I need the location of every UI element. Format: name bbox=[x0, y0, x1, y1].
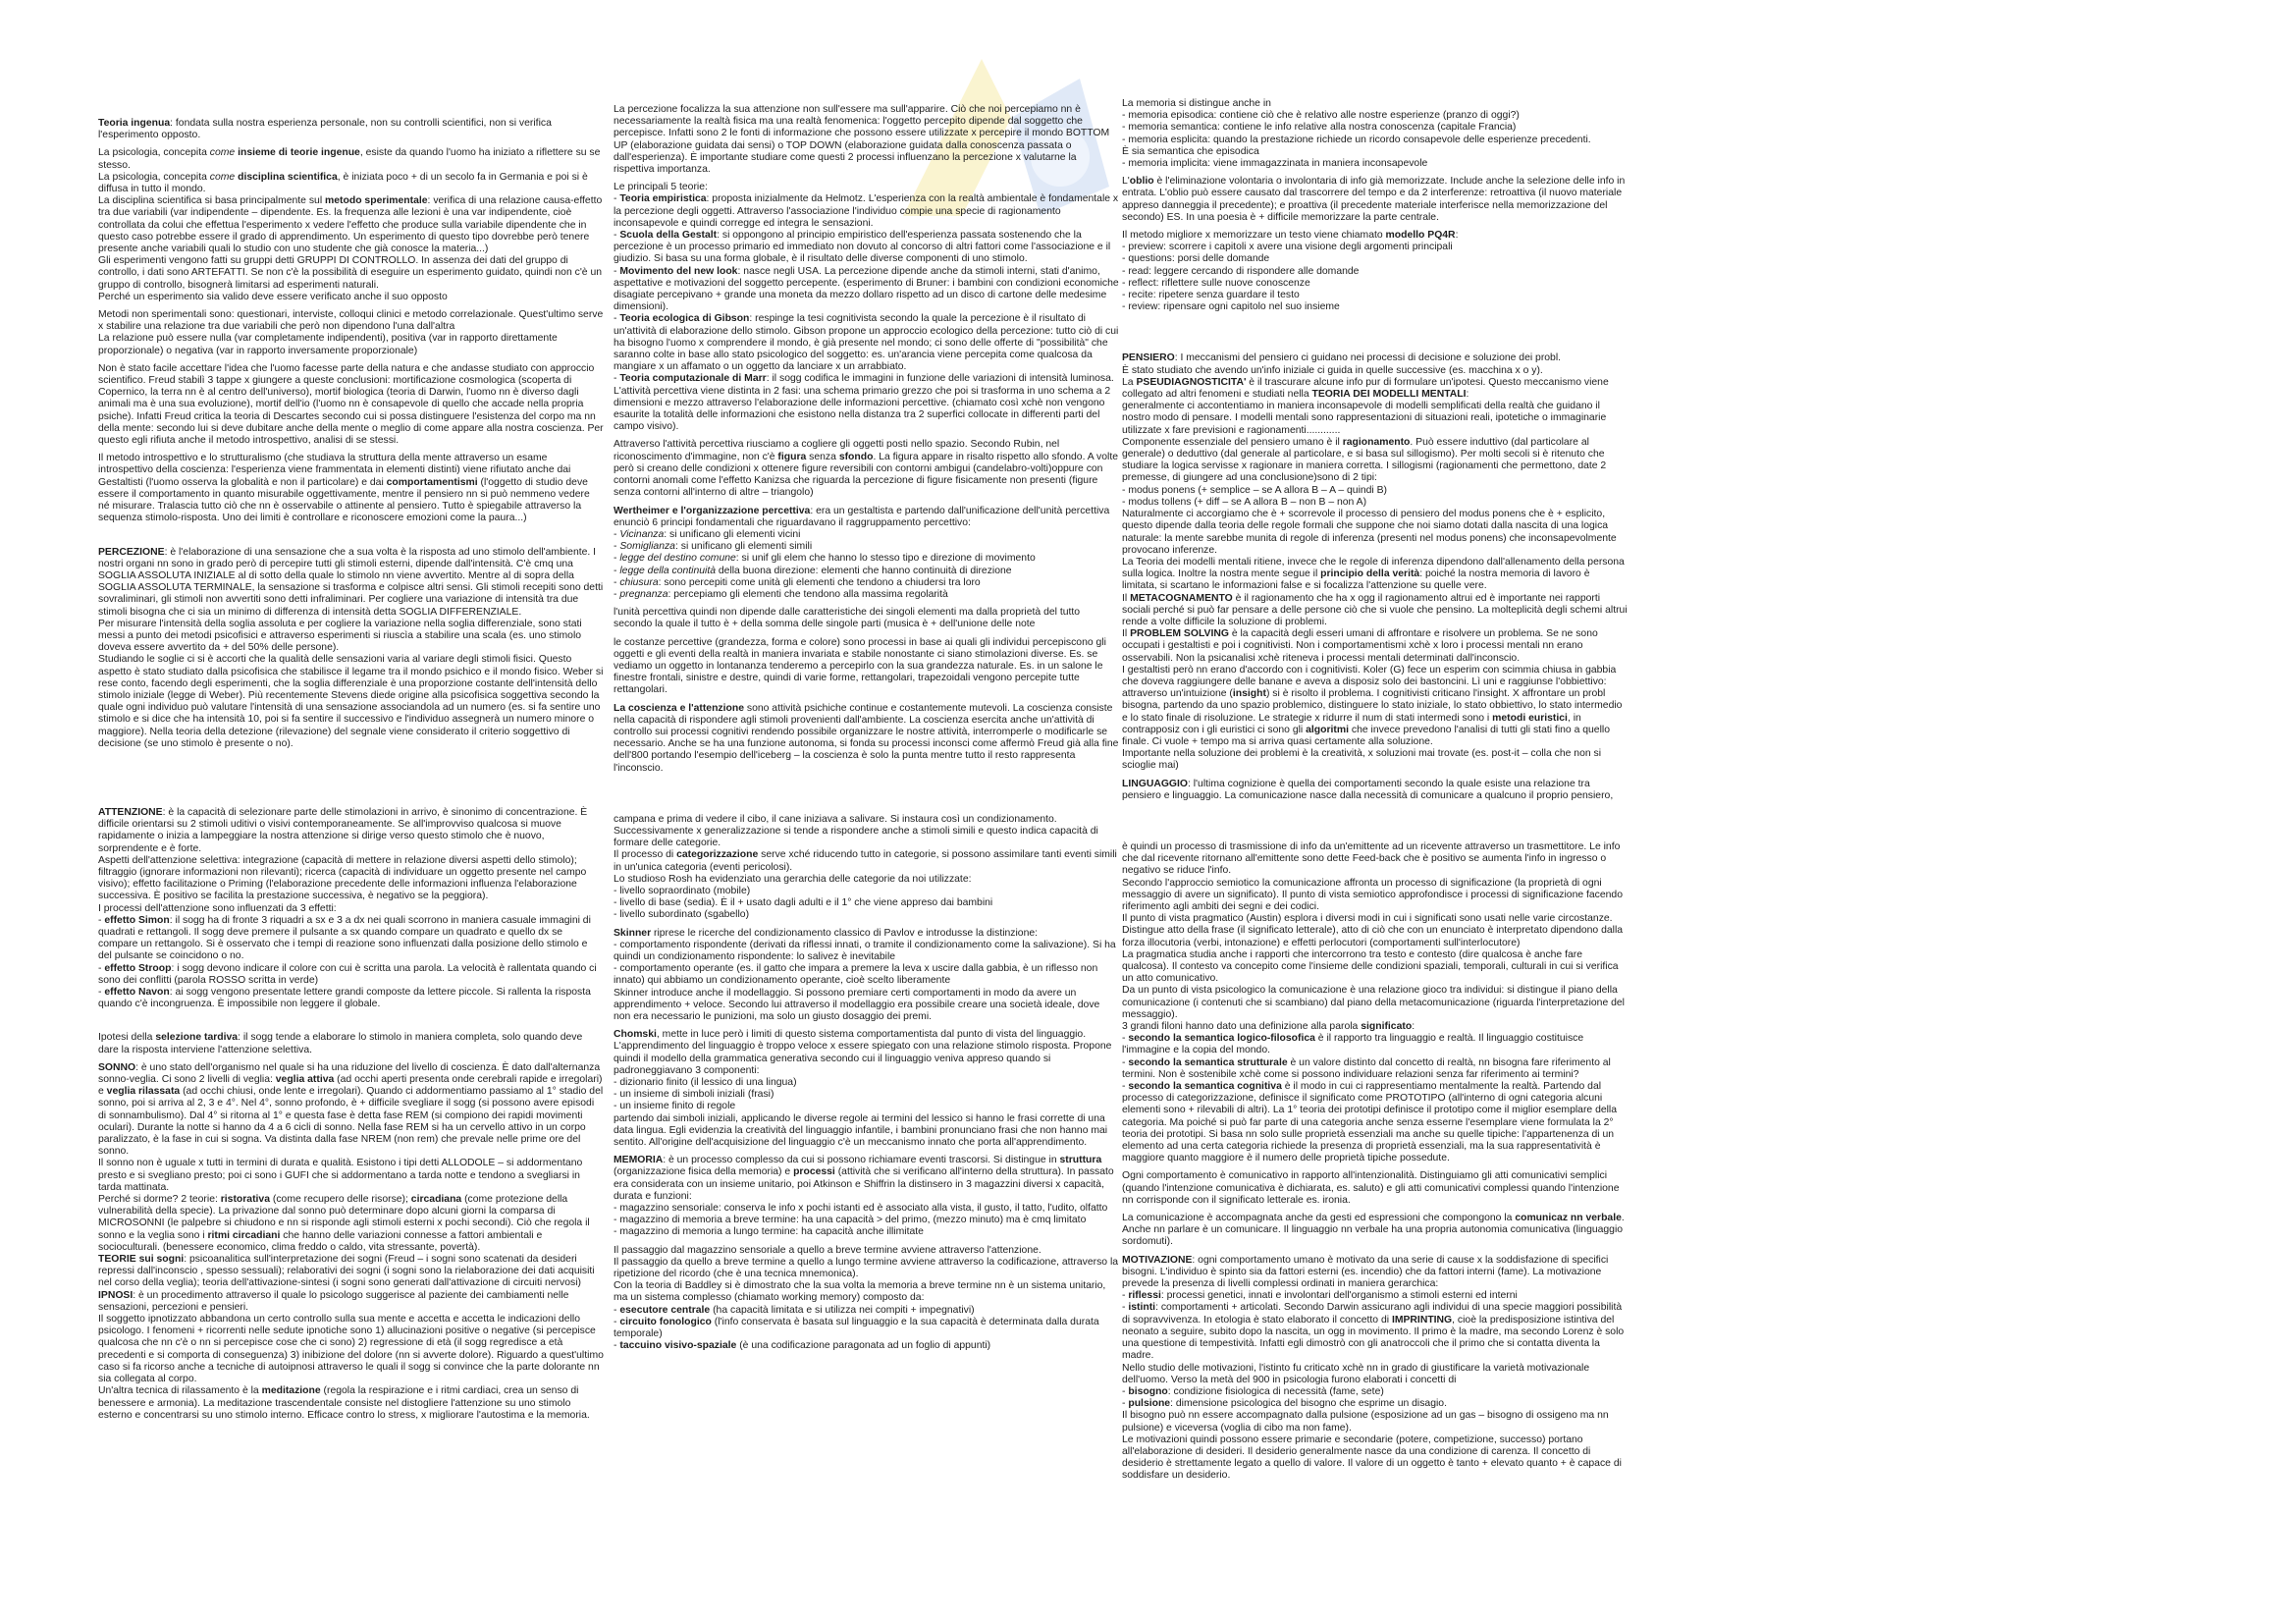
col1-paragraph: Teoria ingenua: fondata sulla nostra esperienza personale, non su controlli scientifici, non si verifica l'esperimento opposto. bbox=[98, 118, 552, 141]
col3-paragraph: Ogni comportamento è comunicativo in rapporto all'intenzionalità. Distinguiamo gli atti comunicativi semplici (quando l'intenzione comunicativa è dichiarata, es. saluto) e gli atti comunicativi complessi quando l'intenzione nn corrisponde con il significato letterale es. ironia. bbox=[1122, 1170, 1620, 1206]
col1-paragraph: SONNO: è uno stato dell'organismo nel quale si ha una riduzione del livello di coscienza. È dato dall'alternanza sonno-veglia. Ci sono 2 livelli di veglia: veglia attiva (ad occhi aperti presenta onde cerebrali rapide e irregolari) e veglia rilassata (ad occhi chiusi, onde lente e irregolari). Quando ci addormentiamo passiamo al 1° stadio del sonno, poi si arriva al 2, 3 e 4°. Nel 4°, sonno profondo, è + difficile svegliare il sogg (si possono avere episodi di sonnambulismo). Dal 4° si ritorna al 1° e questa fase è detta fase REM (si compiono dei rapidi movimenti oculari). Durante la notte si hanno da 4 a 6 cicli di sonno. Nella fase REM si ha un cervello attivo in un corpo paralizzato, è la fase in cui si sogna. Va distinta dalla fase NREM (non rem) che prevale nelle prime ore del sonno. Il sonno non è uguale x tutti in termini di durata e qualità. Esistono i tipi detti ALLODOLE – si addormentano presto e si svegliano presto; poi ci sono i GUFI che si addormentano a tarda notte e tendono a svegliarsi in tarda mattinata. Perché si dorme? 2 teorie: ristorativa (come recupero delle risorse); circadiana (come protezione della vulnerabilità della specie). La privazione dal sonno può determinare dopo alcuni giorni la comparsa di MICROSONNI (le palpebre si chiudono e nn si risponde agli stimoli esterni x pochi secondi). Ciò che regola il sonno e la veglia sono i ritmi circadiani che hanno delle variazioni connesse a fattori ambientali e socioculturali. (benessere economico, clima freddo o caldo, vita stressante, povertà). TEORIE sui sogni: psicoanalitica sull'interpretazione dei sogni (Freud – i sogni sono scatenati da desideri repressi dall'inconscio , spesso sessuali); relaborativi dei sogni (i sogni sono la rielaborazione dei dati acquisiti nel corso della veglia); teoria dell'attivazione-sintesi (i sogni sono generati dall'attivazione di circuiti nervosi) IPNOSI: è un procedimento attraverso il quale lo psicologo suggerisce al paziente dei cambiamenti nelle sensazioni, percezioni e pensieri. Il soggetto ipnotizzato abbandona un certo controllo sulla sua mente e accetta e accetta le indicazioni dello psicologo. I fenomeni + ricorrenti nelle sedute ipnotiche sono 1) allucinazioni positive o negative (si percepisce qualcosa che nn c'è o nn si percepisce cose che ci sono) 2) regressione di età (il sogg regredisce a età precedenti e si comporta di conseguenza) 3) inibizione del dolore (nn si avverte dolore). Riguardo a quest'ultimo caso si fa ricorso anche a tecniche di autoipnosi attraverso le quali il sogg si convince che la parte dolorante nn sia collegata al corpo. Un'altra tecnica di rilassamento è la meditazione (regola la respirazione e i ritmi cardiaci, crea un senso di benessere e armonia). La meditazione trascendentale consiste nel distogliere l'attenzione su uno stimolo esterno e concentrarsi su uno stimolo interno. Efficace contro lo stress, x migliorare l'autostima e la memoria. bbox=[98, 1061, 604, 1421]
col1-paragraph: ATTENZIONE: è la capacità di selezionare parte delle stimolazioni in arrivo, è sinonimo di concentrazione. È difficile orientarsi su 2 stimoli uditivi o visivi contemporaneamente. Se all'improvviso qualcosa si muove rapidamente o inizia a lampeggiare la nostra attenzione si dirige verso questo stimolo che è nuovo, sorprendente e è forte. Aspetti dell'attenzione selettiva: integrazione (capacità di mettere in relazione diversi aspetti dello stimolo); filtraggio (ignorare informazioni non rilevanti); ricerca (capacità di individuare un oggetto presente nel campo visivo); effetto facilitazione o Priming (l'elaborazione precedente delle informazioni influenza l'elaborazione successiva. È positivo se facilita la prestazione successiva, è negativo se la peggiora). I processi dell'attenzione sono influenzati da 3 effetti: - effetto Simon: il sogg ha di fronte 3 riquadri a sx e 3 a dx nei quali scorrono in maniera casuale immagini di quadrati e rettangoli. Il sogg deve premere il pulsante a sx quando compare un quadrato e quello dx se compare un rettangolo. Si è osservato che i tempi di reazione sono influenzati dalla posizione dello stimolo e del pulsante se coincidono o no. - effetto Stroop: i sogg devono indicare il colore con cui è scritta una parola. La velocità è rallentata quando ci sono dei conflitti (parola ROSSO scritta in verde) - effetto Navon: ai sogg vengono presentate lettere grandi composte da lettere piccole. Si rallenta la risposta quando c'è incongruenza. È impossibile non leggere il globale. bbox=[98, 806, 597, 1010]
col1-paragraph: PERCEZIONE: è l'elaborazione di una sensazione che a sua volta è la risposta ad uno stimolo dell'ambiente. I nostri organi nn sono in grado però di percepire tutti gli stimoli esterni, dipende dall'intensità. C'è cmq una SOGLIA ASSOLUTA INIZIALE al di sotto della quale lo stimolo nn viene avvertito. Mentre al di sopra della SOGLIA ASSOLUTA TERMINALE, la sensazione si trasforma e colpisce altri sensi. Gli stimoli recepiti sono detti sovraliminari, gli stimoli non avvertiti sono detti infraliminari. Per cogliere una variazione di intensità tra due stimoli bisogna che ci sia un minimo di differenza di intensità detta SOGLIA DIFFERENZIALE. Per misurare l'intensità della soglia assoluta e per cogliere la variazione nella soglia differenziale, sono stati messi a punto dei metodi psicofisici e attraverso esperimenti si riuscìa a stabilire una scala (es. uno stimolo doveva essere avvertito da + del 50% delle persone). Studiando le soglie ci si è accorti che la qualità delle sensazioni varia al variare degli stimoli fisici. Questo aspetto è stato studiato dalla psicofisica che stabilisce il legame tra il mondo psichico e il mondo fisico. Weber si rese conto, facendo degli esperimenti, che la soglia differenziale è una proporzione costante dell'intensità dello stimolo iniziale (legge di Weber). Più recentemente Stevens diede origine alla psicofisica soggettiva secondo la quale ogni individuo può valutare l'intensità di una sensazione associandola ad un numero (es. si fa sentire uno stimolo e si dice che ha intensità 10, poi si fa sentire il successivo e l'individuo assegnerà un numero minore o maggiore). Nella teoria della detezione (rilevazione) del segnale viene considerato il criterio soggettivo di decisione (se uno stimolo è presente o no). bbox=[98, 546, 604, 749]
column-1 bbox=[98, 118, 604, 1428]
column-3 bbox=[1122, 98, 1628, 1488]
col2-paragraph: Le principali 5 teorie: - Teoria empiristica: proposta inizialmente da Helmotz. L'esperienza con la realtà ambientale è fondamentale x la percezione degli oggetti. Attraverso l'associazione l'individuo compie una specie di ragionamento inconsapevole e quindi corregge ed integra le sensazioni. - Scuola della Gestalt: si oppongono al principio empiristico dell'esperienza passata sostenendo che la percezione è un processo primario ed immediato non dovuto al concorso di altri fattori come l'associazione e il giudizio. Si basa su una forma globale, è il risultato delle diverse componenti di uno stimolo. - Movimento del new look: nasce negli USA. La percezione dipende anche da stimoli interni, stati d'animo, aspettative e motivazioni del soggetto percepente. (esperimento di Bruner: i bambini con condizioni economiche disagiate percepivano + grande una moneta da mezzo dollaro rispetto ad un disco di cartone delle medesime dimensioni). - Teoria ecologica di Gibson: respinge la tesi cognitivista secondo la quale la percezione è il risultato di un'attività di elaborazione dello stimolo. Gibson propone un approccio ecologico della percezione: tutto ciò di cui ha bisogno l'uomo x comprendere il mondo, è già presente nel mondo; ci sono delle offerte di "possibilità" che saranno colte in base allo stato psicologico del soggetto: es. un'arancia viene percepita come qualcosa da mangiare x un affamato o un oggetto da lanciare x un arrabbiato. - Teoria computazionale di Marr: il sogg codifica le immagini in funzione delle variazioni di intensità luminosa. L'attività percettiva viene distinta in 2 fasi: una schema primario grezzo che poi si trasforma in uno schema a 2 dimensioni e mezzo attraverso l'elaborazione delle informazioni percettive. (chiamato così xchè non vengono esaurite la totalità delle informazioni che esistono nella distanza tra 2 superfici collocate in differenti parti del campo visivo). bbox=[614, 182, 1119, 433]
col3-paragraph: MOTIVAZIONE: ogni comportamento umano è motivato da una serie di cause x la soddisfazione di specifici bisogni. L'individuo è spinto sia da fattori esterni (es. incendio) che da fattori interni (fame). La motivazione prevede la presenza di livelli complessi ordinati in maniera gerarchica: - riflessi: processi genetici, innati e involontari dell'organismo a stimoli esterni ed interni - istinti: comportamenti + articolati. Secondo Darwin assicurano agli individui di una specie maggiori possibilità di sopravvivenza. In etologia è stato elaborato il concetto di IMPRINTING, cioè la predisposizione istintiva del neonato a seguire, subito dopo la nascita, un ogg in movimento. Il primo è la madre, ma secondo Lorenz è solo una questione di tempestività. Infatti egli dimostrò con gli anatroccoli che il primo che si contatta diventa la madre. Nello studio delle motivazioni, l'istinto fu criticato xchè nn in grado di giustificare la varietà motivazionale dell'uomo. Verso la metà del 900 in psicologia furono elaborati i concetti di - bisogno: condizione fisiologica di necessità (fame, sete) - pulsione: dimensione psicologica del bisogno che esprime un disagio. Il bisogno può nn essere accompagnato dalla pulsione (esposizione ad un gas – bisogno di ossigeno ma nn pulsione) e viceversa (voglia di cibo ma non fame). Le motivazioni quindi possono essere primarie e secondarie (potere, competizione, successo) portano all'elaborazione di desideri. Il desiderio generalmente nasce da una condizione di carenza. Il concetto di desiderio è strettamente legato a quello di valore. Il valore di un oggetto è tanto + elevato quanto + è capace di soddisfare un desiderio. bbox=[1122, 1254, 1625, 1482]
column-2 bbox=[614, 104, 1119, 1359]
col1-paragraph: Metodi non sperimentali sono: questionari, interviste, colloqui clinici e metodo correlazionale. Quest'ultimo serve x stabilire una relazione tra due variabili che però non dipendono l'una dall'altra La relazione può essere nulla (var completamente indipendenti), positiva (var in rapporto direttamente proporzionale) o negativa (var in rapporto inversamente proporzionale) bbox=[98, 309, 604, 356]
col3-paragraph: L'oblio è l'eliminazione volontaria o involontaria di info già memorizzate. Include anche la selezione delle info in entrata. L'oblio può essere causato dal trascorrere del tempo e da 2 interferenze: retroattiva (il nuovo materiale appreso danneggia il precedente); e proattiva (il precedente materiale interferisce nella memorizzazione del secondo) ES. In una poesia è + difficile memorizzare la parte centrale. bbox=[1122, 176, 1626, 223]
col3-paragraph: Il metodo migliore x memorizzare un testo viene chiamato modello PQ4R: - preview: scorrere i capitoli x avere una visione degli argomenti principali - questions: porsi delle domande - read: leggere cercando di rispondere alle domande - reflect: riflettere sulle nuove conoscenze - recite: ripetere senza guardare il testo - review: ripensare ogni capitolo nel suo insieme bbox=[1122, 230, 1459, 313]
col3-paragraph: è quindi un processo di trasmissione di info da un'emittente ad un ricevente attraverso un trasmettitore. Le info che dal ricevente ritornano all'emittente sono dette Feed-back che è positivo se aumenta l'info in ingresso o negativo se riduce l'info. Secondo l'approccio semiotico la comunicazione affronta un processo di significazione (la proprietà di ogni messaggio di avere un significato). Il punto di vista semiotico approfondisce i processi di significazione facendo riferimento agli ambiti dei segni e dei codici. Il punto di vista pragmatico (Austin) esplora i diversi modi in cui i significati sono usati nelle varie circostanze. Distingue atto della frase (il significato letterale), atto di ciò che con un enunciato è interpretato dipendono dalla forza illocutoria (verbi, intonazione) e effetti perlocutori (comportamenti sull'interlocutore) La pragmatica studia anche i rapporti che intercorrono tra testo e contesto (dire qualcosa è anche fare qualcosa). Il contesto va concepito come l'insieme delle condizioni spaziali, temporali, culturali in cui si verifica un atto comunicativo. Da un punto di vista psicologico la comunicazione è una relazione gioco tra individui: si distingue il piano della comunicazione (i contenuti che si scambiano) dal piano della metacomunicazione (riguarda l'interpretazione del messaggio). 3 grandi filoni hanno dato una definizione alla parola significato: - secondo la semantica logico-filosofica è il rapporto tra linguaggio e realtà. Il linguaggio costituisce l'immagine e la copia del mondo. - secondo la semantica strutturale è un valore distinto dal concetto di realtà, nn bisogna fare riferimento al termini. Non è sostenibile xchè come si possono individuare relazioni senza far riferimento ai termini? - secondo la semantica cognitiva è il modo in cui ci rappresentiamo mentalmente la realtà. Partendo dal processo di categorizzazione, definisce il significato come PROTOTIPO (all'interno di ogni categoria alcuni elementi sono + rilevabili di altri). La 1° teoria dei prototipi definisce il prototipo come il miglior esemplare della categoria. Ma poiché si può far parte di una categoria anche senza esserne l'esemplare viene formulata la 2° teoria dei prototipi. Si basa nn solo sulle proprietà essenziali ma anche su quelle tipiche: l'appartenenza di un elemento ad una certa categoria richiede la presenza di proprietà essenziali, ma la sua rappresentatività è maggiore quanto maggiore è il numero delle proprietà tipiche possedute. bbox=[1122, 840, 1625, 1164]
col2-paragraph: l'unità percettiva quindi non dipende dalle caratteristiche dei singoli elementi ma dalla proprietà del tutto secondo la quale il tutto è + della somma delle singole parti (musica è + dell'unione delle note bbox=[614, 607, 1081, 630]
col1-paragraph: La psicologia, concepita come insieme di teorie ingenue, esiste da quando l'uomo ha iniziato a riflettere su se stesso. La psicologia, concepita come disciplina scientifica, è iniziata poco + di un secolo fa in Germania e poi si è diffusa in tutto il mondo. La disciplina scientifica si basa principalmente sul metodo sperimentale: verifica di una relazione causa-effetto tra due variabili (var indipendente – dipendente. Es. la frequenza alle lezioni è una var indipendente, cioè controllata da colui che effettua l'esperimento x vedere l'effetto che produce sulla variabile dipendente che in questo caso potrebbe essere il grado di apprendimento. Un esperimento di questo tipo dovrebbe però tenere presente anche variabili quali lo studio con uno studente che già conosce la materia...) Gli esperimenti vengono fatti su gruppi detti GRUPPI DI CONTROLLO. In assenza dei dati del gruppo di controllo, i dati sono ARTEFATTI. Se non c'è la possibilità di eseguire un esperimento guidato, quindi non c'è un gruppo di controllo, bisognerà limitarsi ad esperimenti naturali. Perché un esperimento sia valido deve essere verificato anche il suo opposto bbox=[98, 147, 603, 302]
col2-paragraph: La coscienza e l'attenzione sono attività psichiche continue e costantemente mutevoli. La coscienza consiste nella capacità di rispondere agli stimoli provenienti dall'ambiente. La coscienza esercita anche un'attività di controllo sui processi cognitivi rendendo possibile organizzare le nostre attività, interromperle o modificarle se necessario. Anche se ha una funzione autonoma, si fonda su processi inconsci come affermò Freud già alla fine dell'800 portando l'esempio dell'iceberg – la coscienza è solo la punta mentre tutto il resto rappresenta l'inconscio. bbox=[614, 702, 1119, 774]
col3-paragraph: La memoria si distingue anche in - memoria episodica: contiene ciò che è relativo alle nostre esperienze (pranzo di oggi?) - memoria semantica: contiene le info relative alla nostra conoscenza (capitale Francia) - memoria esplicita: quando la prestazione richiede un ricordo consapevole delle esperienze precedenti. È sia semantica che episodica - memoria implicita: viene immagazzinata in maniera inconsapevole bbox=[1122, 98, 1591, 170]
col2-paragraph: La percezione focalizza la sua attenzione non sull'essere ma sull'apparire. Ciò che noi percepiamo nn è necessariamente la realtà fisica ma una realtà fenomenica: l'oggetto percepito dipende dal soggetto che percepisce. Infatti sono 2 le fonti di informazione che possono essere utilizzate x percepire il mondo BOTTOM UP (elaborazione guidata dai sensi) o TOP DOWN (elaborazione guidata dalla conoscenza passata o dall'esperienza). È importante studiare come questi 2 processi influenzano la percezione x valutarne la rispettiva importanza. bbox=[614, 104, 1110, 176]
col2-paragraph: Skinner riprese le ricerche del condizionamento classico di Pavlov e introdusse la distinzione: - comportamento rispondente (derivati da riflessi innati, o tramite il condizionamento come la salivazione). Si ha quindi un condizionamento rispondente: lo salivez è inevitabile - comportamento operante (es. il gatto che impara a premere la leva x uscire dalla gabbia, è un riflesso non innato) qui abbiamo un condizionamento operante, cioè scelto liberamente Skinner introduce anche il modellaggio. Si possono premiare certi comportamenti in modo da avere un apprendimento + veloce. Secondo lui attraverso il modellaggio era possibile creare una società ideale, dove non era necessario le punizioni, ma solo un giusto dosaggio dei premi. bbox=[614, 927, 1116, 1023]
col3-paragraph: La comunicazione è accompagnata anche da gesti ed espressioni che compongono la comunicaz nn verbale. Anche nn parlare è un comunicare. Il linguaggio nn verbale ha una propria autonomia comunicativa (linguaggio sordomuti). bbox=[1122, 1213, 1625, 1248]
col2-paragraph: campana e prima di vedere il cibo, il cane iniziava a salivare. Si instaura così un condizionamento. Successivamente x generalizzazione si tende a rispondere anche a stimoli simili e questo indica capacità di formare delle categorie. Il processo di categorizzazione serve xché riducendo tutto in categorie, si possono assimilare tanti eventi simili in un'unica categoria (eventi pericolosi). Lo studioso Rosh ha evidenziato una gerarchia delle categorie da noi utilizzate: - livello sopraordinato (mobile) - livello di base (sedia). È il + usato dagli adulti e il 1° che viene appreso dai bambini - livello subordinato (sgabello) bbox=[614, 813, 1117, 921]
col1-paragraph: Non è stato facile accettare l'idea che l'uomo facesse parte della natura e che andasse studiato con approccio scientifico. Freud stabilì 3 tappe x giungere a queste conclusioni: mortificazione cosmologica (scoperta di Copernico, la terra nn è al centro dell'universo), mortif biologica (teoria di Darwin, l'uomo nn è diverso dagli animali ma è una sua evoluzione), mortif dell'io (l'uomo nn è consapevole di quello che accade nella propria psiche). Infatti Freud critica la teoria di Descartes secondo cui si possa distinguere l'esistenza del corpo ma nn della mente: secondo lui si deve dubitare anche della mente o meglio di come appare alla nostra coscienza. Per questo egli rifiuta anche il metodo introspettivo, analisi di se stessi. bbox=[98, 362, 604, 447]
col1-paragraph: Ipotesi della selezione tardiva: il sogg tende a elaborare lo stimolo in maniera completa, solo quando deve dare la risposta interviene l'attenzione selettiva. bbox=[98, 1032, 583, 1055]
col2-paragraph: Wertheimer e l'organizzazione percettiva: era un gestaltista e partendo dall'unificazione dell'unità percettiva enunciò 6 principi fondamentali che riguardavano il raggruppamento percettivo: - Vicinanza: si unificano gli elementi vicini - Somiglianza: si unificano gli elementi simili - legge del destino comune: si unif gli elem che hanno lo stesso tipo e direzione di movimento - legge della continuità della buona direzione: elementi che hanno continuità di direzione - chiusura: sono percepiti come unità gli elementi che tendono a chiudersi tra loro - pregnanza: percepiamo gli elementi che tendono alla massima regolarità bbox=[614, 505, 1110, 600]
col2-paragraph: MEMORIA: è un processo complesso da cui si possono richiamare eventi trascorsi. Si distingue in struttura (organizzazione fisica della memoria) e processi (attività che si verificano all'interno della struttura). In passato era considerata con un insieme unitario, poi Atkinson e Shiffrin la distinsero in 3 magazzini diversi x capacità, durata e funzioni: - magazzino sensoriale: conserva le info x pochi istanti ed è associato alla vista, il gusto, il tatto, l'udito, olfatto - magazzino di memoria a breve termine: ha una capacità > del primo, (mezzo minuto) ma è cmq limitato - magazzino di memoria a lungo termine: ha capacità anche illimitate bbox=[614, 1155, 1114, 1238]
col3-paragraph: PENSIERO: I meccanismi del pensiero ci guidano nei processi di decisione e soluzione dei probl. È stato studiato che avendo un'info iniziale ci guida in quelle successive (es. macchina x o y). La PSEUDIAGNOSTICITA' è il trascurare alcune info pur di formulare un'ipotesi. Questo meccanismo viene collegato ad altri fenomeni e studiati nella TEORIA DEI MODELLI MENTALI: generalmente ci accontentiamo in maniera inconsapevole di modelli semplificati della realtà che guidano il nostro modo di pensare. I modelli mentali sono rappresentazioni di situazioni reali, ipotetiche o immaginarie utilizzate x fare previsioni e ragionamenti............ Componente essenziale del pensiero umano è il ragionamento. Può essere induttivo (dal particolare al generale) o deduttivo (dal generale al particolare, e si basa sul sillogismo). Per molti secoli si è ritenuto che studiare la logica servisse x ragionare in maniera corretta. I sillogismi (ragionamenti che permettono, date 2 premesse, di giungere ad una conclusione)sono di 2 tipi: - modus ponens (+ semplice – se A allora B – A – quindi B) - modus tollens (+ diff – se A allora B – non B – non A) Naturalmente ci accorgiamo che è + scorrevole il processo di pensiero del modus ponens che è + esplicito, questo dipende dalla teoria delle regole formali che suppone che noi siamo dotati dalla nascita di una logica naturale: la mente sarebbe munita di regole di inferenza (presenti nel modus ponens) che inconsapevolmente provocano inferenze. La Teoria dei modelli mentali ritiene, invece che le regole di inferenza dipendono dall'allenamento della persona sulla logica. Inoltre la nostra mente segue il principio della verità: poiché la nostra memoria di lavoro è limitata, si scartano le informazioni false e si focalizza l'attenzione su quelle vere. Il METACOGNAMENTO è il ragionamento che ha x ogg il ragionamento altrui ed è importante nei rapporti sociali perché si può far pensare a delle persone ciò che si vuole che pensino. La molteplicità degli schemi altrui rende a volte difficile la soluzione di problemi. Il PROBLEM SOLVING è la capacità degli esseri umani di affrontare e risolvere un problema. Se ne sono occupati i gestaltisti e poi i cognitivisti. Non i comportamentismi xchè x loro i processi mentali nn erano osservabili. Non la psicanalisi xchè riteneva i processi mentali determinati dall'inconscio. I gestaltisti però nn erano d'accordo con i cognitivisti. Koler (G) fece un esperim con scimmia chiusa in gabbia che doveva raggiungere delle banane e aveva a disposiz solo dei bastoncini. Lì uni e raggiunse l'obbiettivo: attraverso un'intuizione (insight) si è risolto il problema. I cognitivisti criticano l'insight. X affrontare un probl bisogna, partendo da uno spazio problemico, distinguere lo stato iniziale, lo stato obbiettivo, lo stato intermedio e lo stato finale di risoluzione. Le strategie x ridurre il num di stati intermedi sono i metodi euristici, in contrapposiz con i gli euristici ci sono gli algoritmi che invece prevedono l'analisi di tutti gli stati fino a quello finale. Ci vuole + tempo ma si arriva quasi certamente alla soluzione. Importante nella soluzione dei problemi è la creatività, x soluzioni mai trovate (es. post-it – colla che non si scioglie mai) bbox=[1122, 352, 1628, 772]
col2-paragraph: le costanze percettive (grandezza, forma e colore) sono processi in base ai quali gli individui percepiscono gli oggetti e gli eventi della realtà in maniera invariata e stabile nonostante ci siano stimolazioni diverse. Es. se vediamo un oggetto in lontananza tenderemo a percepirlo con la sua grandezza naturale. Es. in un salone le finestre frontali, sinistre e destre, quindi di varie forme, rettangolari, trapezoidali vengono percepite tutte rettangolari. bbox=[614, 636, 1106, 696]
col2-paragraph: Attraverso l'attività percettiva riusciamo a cogliere gli oggetti posti nello spazio. Secondo Rubin, nel riconoscimento d'immagine, non c'è figura senza sfondo. La figura appare in risalto rispetto allo sfondo. A volte però si creano delle condizioni x ottenere figure reversibili con contorni ambigui (candelabro-volti)oppure con contorni anomali come l'effetto Kanizsa che riguarda la percezione di figure fisicamente non presenti (figure senza contorni all'interno di altre – triangolo) bbox=[614, 439, 1118, 499]
col2-paragraph: Chomski, mette in luce però i limiti di questo sistema comportamentista dal punto di vista del linguaggio. L'apprendimento del linguaggio è troppo veloce x essere spiegato con una relazione stimolo risposta. Propone quindi il modello della grammatica generativa secondo cui il linguaggio veniva appreso quando si padroneggiavano 3 componenti: - dizionario finito (il lessico di una lingua) - un insieme di simboli iniziali (frasi) - un insieme finito di regole partendo dai simboli iniziali, applicando le diverse regole ai termini del lessico si hanno le frasi corrette di una data lingua. Egli evidenzia la creatività del linguaggio infantile, i bambini pronunciano frasi che non hanno mai sentito. All'origine dell'acquisizione del linguaggio c'è un meccanismo innato che porta all'apprendimento. bbox=[614, 1029, 1112, 1149]
col3-paragraph: LINGUAGGIO: l'ultima cognizione è quella dei comportamenti secondo la quale esiste una relazione tra pensiero e linguaggio. La comunicazione nasce dalla necessità di comunicare a qualcuno il proprio pensiero, bbox=[1122, 778, 1614, 801]
col2-paragraph: Il passaggio dal magazzino sensoriale a quello a breve termine avviene attraverso l'attenzione. Il passaggio da quello a breve termine a quello a lungo termine avviene attraverso la codificazione, attraverso la ripetizione del ricordo (che è una tecnica mnemonica). Con la teoria di Baddley si è dimostrato che la sua volta la memoria a breve termine nn è un sistema unitario, ma un sistema complesso (chiamato working memory) composto da: - esecutore centrale (ha capacità limitata e si utilizza nei compiti + impegnativi) - circuito fonologico (l'info conservata è basata sul linguaggio e la sua capacità è determinata dalla durata temporale) - taccuino visivo-spaziale (è una codificazione paragonata ad un foglio di appunti) bbox=[614, 1244, 1119, 1352]
col1-paragraph: Il metodo introspettivo e lo strutturalismo (che studiava la struttura della mente attraverso un esame introspettivo della coscienza: l'esperienza viene frammentata in elementi distinti) viene rifiutato anche dai Gestaltisti (l'uomo osserva la globalità e non il particolare) e dai comportamentismi (l'oggetto di studio deve essere il comportamento in quanto misurabile oggettivamente, mentre il pensiero nn si può nemmeno vedere né misurare. Tralascia tutto ciò che nn è osservabile o attinente al pensiero. Tutto è spiegabile attraverso la sequenza stimolo-risposta. Uno dei limiti è controllare e riconoscere emozioni come la paura...) bbox=[98, 453, 590, 524]
